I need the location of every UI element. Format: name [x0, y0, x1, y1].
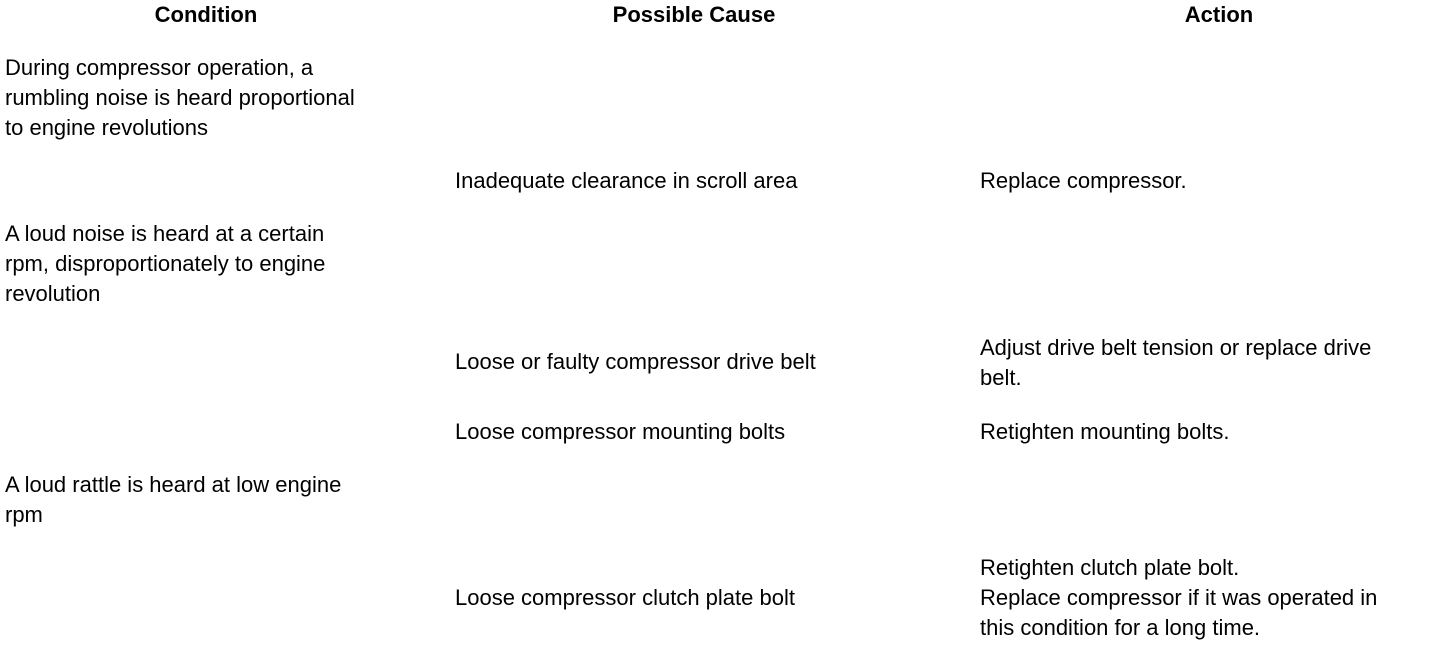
header-possible-cause: Possible Cause	[612, 2, 776, 27]
header-condition: Condition	[154, 2, 258, 27]
condition-line: rpm, disproportionately to engine	[5, 251, 326, 276]
action-line: Adjust drive belt tension or replace drive	[980, 335, 1372, 360]
cause-mounting-bolts: Loose compressor mounting bolts	[455, 419, 786, 444]
condition-line: rumbling noise is heard proportional	[5, 85, 355, 110]
cause-clutch-plate-bolt: Loose compressor clutch plate bolt	[455, 585, 795, 610]
action-adjust-drive-belt	[980, 333, 1450, 393]
condition-rumbling-noise	[5, 53, 425, 143]
header-action: Action	[1184, 2, 1254, 27]
condition-line: rpm	[5, 502, 43, 527]
condition-line: A loud rattle is heard at low engine	[5, 472, 342, 497]
action-line: Retighten clutch plate bolt.	[980, 555, 1240, 580]
condition-line: A loud noise is heard at a certain	[5, 221, 325, 246]
action-line: belt.	[980, 365, 1022, 390]
action-line: this condition for a long time.	[980, 615, 1261, 640]
condition-loud-rattle	[5, 470, 425, 530]
action-retighten-clutch-plate	[980, 553, 1450, 643]
condition-line: revolution	[5, 281, 101, 306]
condition-loud-noise-rpm	[5, 219, 425, 309]
cause-drive-belt: Loose or faulty compressor drive belt	[455, 349, 816, 374]
action-retighten-mounting-bolts	[980, 417, 1450, 447]
condition-line: to engine revolutions	[5, 115, 209, 140]
condition-line: During compressor operation, a	[5, 55, 314, 80]
action-line: Retighten mounting bolts.	[980, 419, 1230, 444]
action-line: Replace compressor.	[980, 168, 1187, 193]
cause-inadequate-clearance: Inadequate clearance in scroll area	[455, 168, 798, 193]
action-replace-compressor	[980, 166, 1450, 196]
action-line: Replace compressor if it was operated in	[980, 585, 1378, 610]
